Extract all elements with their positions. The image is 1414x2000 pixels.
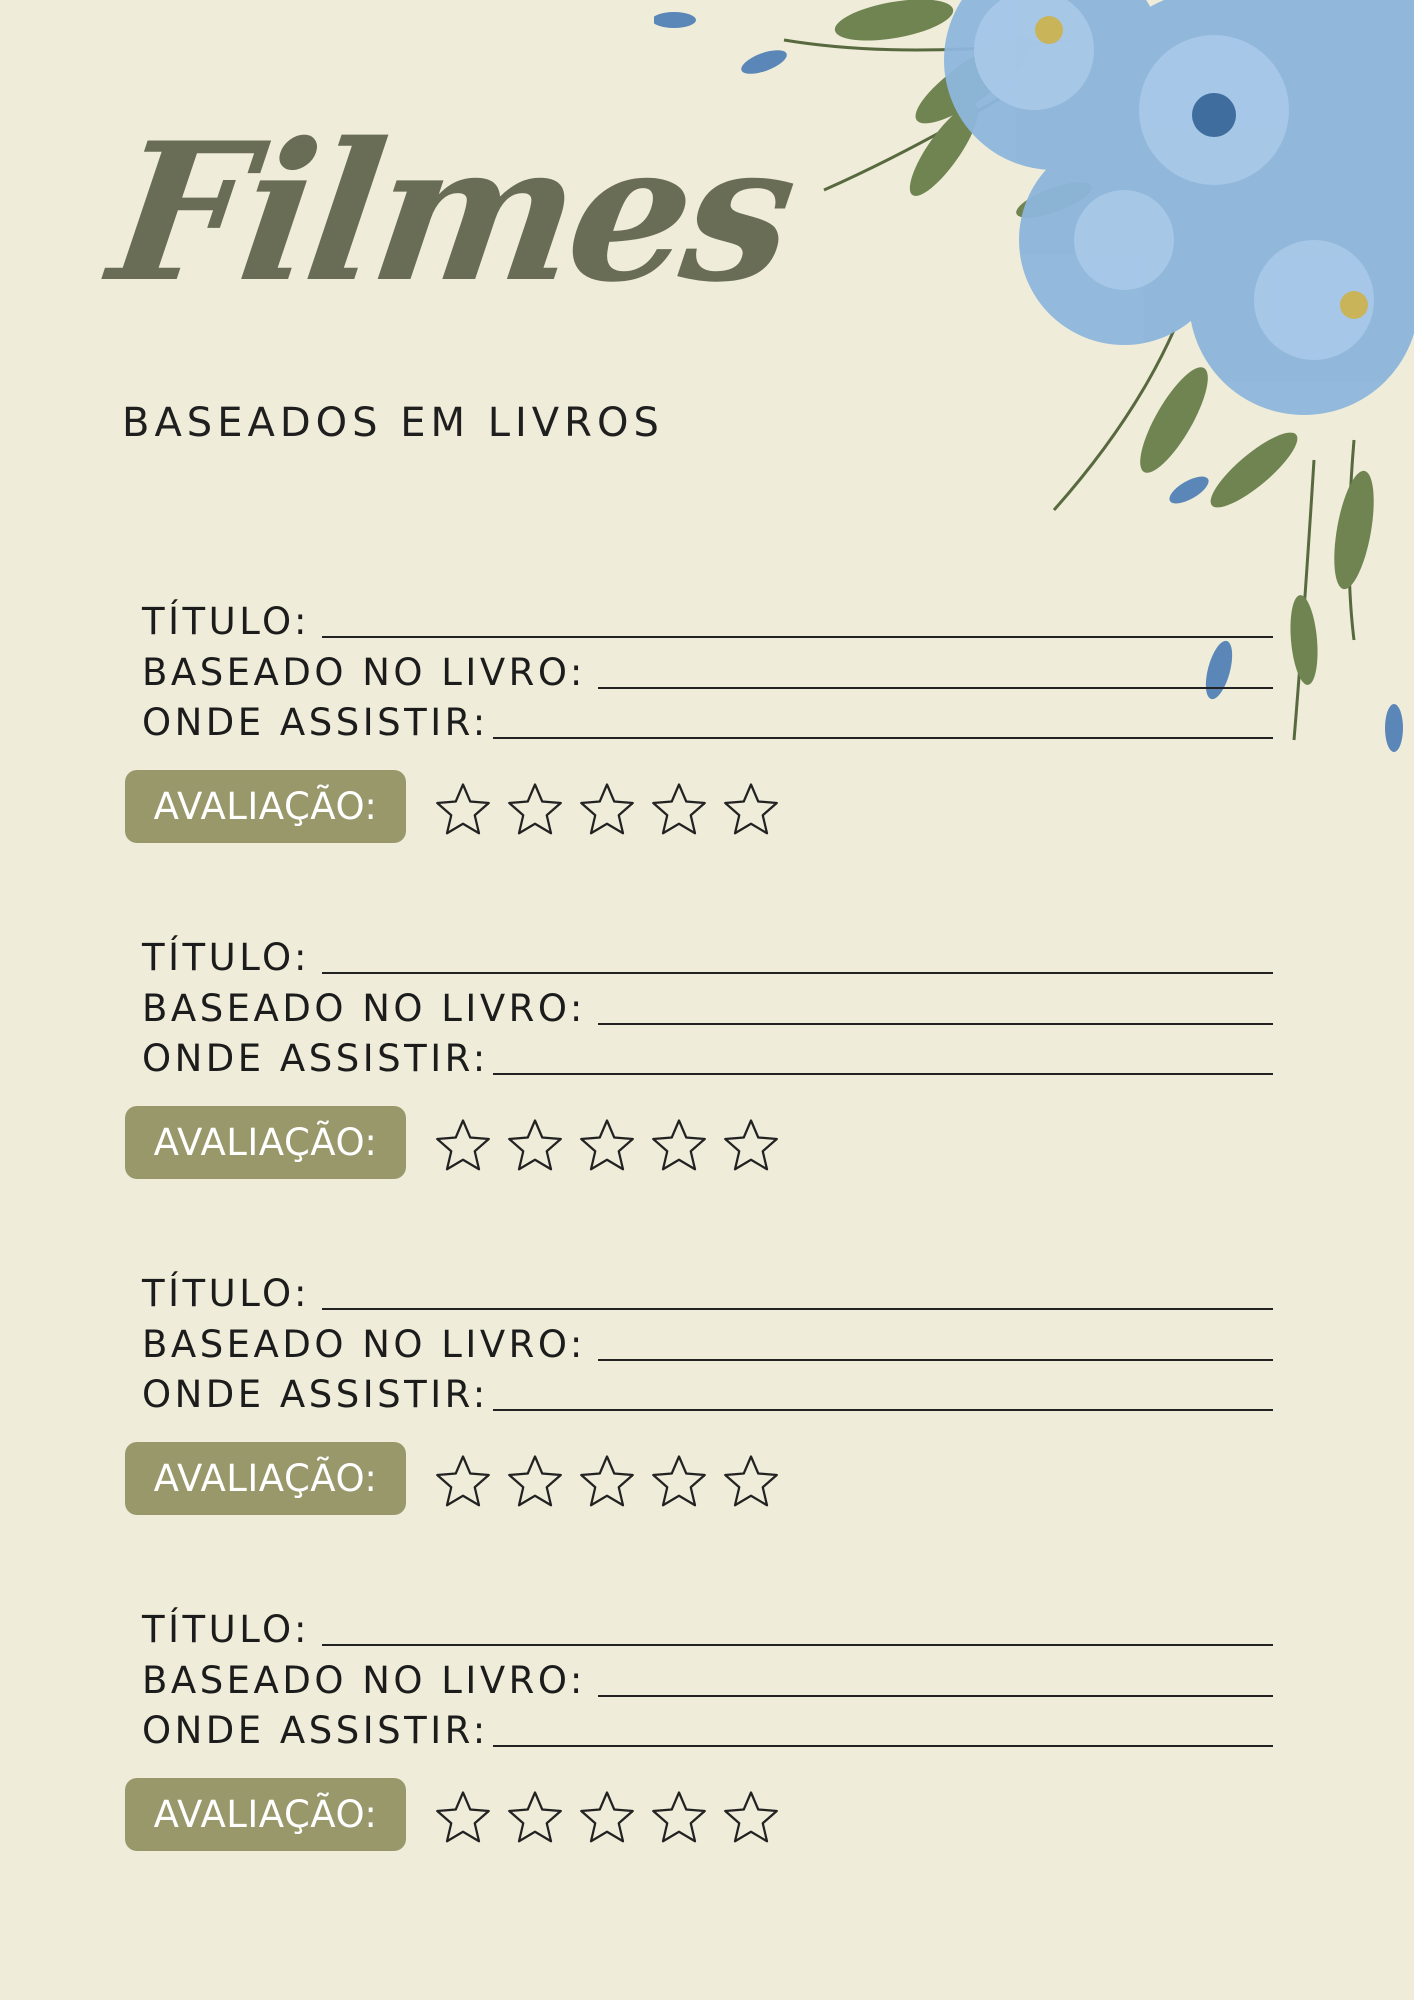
where-field-line[interactable]	[493, 1072, 1273, 1075]
title-field[interactable]	[142, 1262, 1273, 1315]
star-icon[interactable]	[649, 1116, 709, 1176]
book-field[interactable]	[142, 1649, 1273, 1702]
book-field[interactable]	[142, 1313, 1273, 1366]
star-icon[interactable]	[721, 1452, 781, 1512]
rating-label: AVALIAÇÃO:	[125, 1106, 406, 1179]
star-icon[interactable]	[577, 1116, 637, 1176]
star-icon[interactable]	[577, 1452, 637, 1512]
where-field[interactable]	[142, 1027, 1273, 1080]
star-icon[interactable]	[577, 780, 637, 840]
page-title: Filmes	[99, 101, 803, 324]
star-icon[interactable]	[505, 1788, 565, 1848]
rating-stars[interactable]	[433, 1452, 781, 1514]
where-field[interactable]	[142, 1699, 1273, 1752]
star-icon[interactable]	[505, 1452, 565, 1512]
title-field[interactable]	[142, 1598, 1273, 1651]
book-field[interactable]	[142, 977, 1273, 1030]
where-field-label: ONDE ASSISTIR:	[142, 1709, 489, 1752]
where-field-label: ONDE ASSISTIR:	[142, 1373, 489, 1416]
where-field[interactable]	[142, 1363, 1273, 1416]
star-icon[interactable]	[649, 780, 709, 840]
rating-stars[interactable]	[433, 1788, 781, 1850]
book-field[interactable]	[142, 641, 1273, 694]
book-field-line[interactable]	[598, 1358, 1273, 1361]
star-icon[interactable]	[721, 1116, 781, 1176]
star-icon[interactable]	[649, 1452, 709, 1512]
book-field-label: BASEADO NO LIVRO:	[142, 651, 586, 694]
movie-entry	[125, 916, 1273, 1216]
where-field-line[interactable]	[493, 1408, 1273, 1411]
star-icon[interactable]	[721, 780, 781, 840]
title-field-label: TÍTULO:	[142, 936, 310, 979]
star-icon[interactable]	[433, 1116, 493, 1176]
movie-entry	[125, 580, 1273, 880]
title-field-line[interactable]	[322, 971, 1273, 974]
rating-stars[interactable]	[433, 1116, 781, 1178]
rating-stars[interactable]	[433, 780, 781, 842]
book-field-label: BASEADO NO LIVRO:	[142, 1323, 586, 1366]
book-field-line[interactable]	[598, 1694, 1273, 1697]
title-field-line[interactable]	[322, 1307, 1273, 1310]
movie-entry	[125, 1252, 1273, 1552]
where-field-label: ONDE ASSISTIR:	[142, 701, 489, 744]
title-field-label: TÍTULO:	[142, 600, 310, 643]
movie-entry	[125, 1588, 1273, 1888]
title-field-line[interactable]	[322, 1643, 1273, 1646]
star-icon[interactable]	[577, 1788, 637, 1848]
star-icon[interactable]	[505, 780, 565, 840]
book-field-line[interactable]	[598, 1022, 1273, 1025]
page-subtitle: BASEADOS EM LIVROS	[122, 400, 664, 446]
title-field[interactable]	[142, 590, 1273, 643]
where-field-line[interactable]	[493, 1744, 1273, 1747]
rating-label: AVALIAÇÃO:	[125, 1442, 406, 1515]
title-field[interactable]	[142, 926, 1273, 979]
book-field-label: BASEADO NO LIVRO:	[142, 987, 586, 1030]
book-field-line[interactable]	[598, 686, 1273, 689]
star-icon[interactable]	[505, 1116, 565, 1176]
where-field-line[interactable]	[493, 736, 1273, 739]
star-icon[interactable]	[433, 1452, 493, 1512]
star-icon[interactable]	[433, 1788, 493, 1848]
book-field-label: BASEADO NO LIVRO:	[142, 1659, 586, 1702]
title-field-label: TÍTULO:	[142, 1272, 310, 1315]
star-icon[interactable]	[649, 1788, 709, 1848]
star-icon[interactable]	[433, 780, 493, 840]
title-field-label: TÍTULO:	[142, 1608, 310, 1651]
where-field[interactable]	[142, 691, 1273, 744]
star-icon[interactable]	[721, 1788, 781, 1848]
rating-label: AVALIAÇÃO:	[125, 1778, 406, 1851]
where-field-label: ONDE ASSISTIR:	[142, 1037, 489, 1080]
rating-label: AVALIAÇÃO:	[125, 770, 406, 843]
title-field-line[interactable]	[322, 635, 1273, 638]
